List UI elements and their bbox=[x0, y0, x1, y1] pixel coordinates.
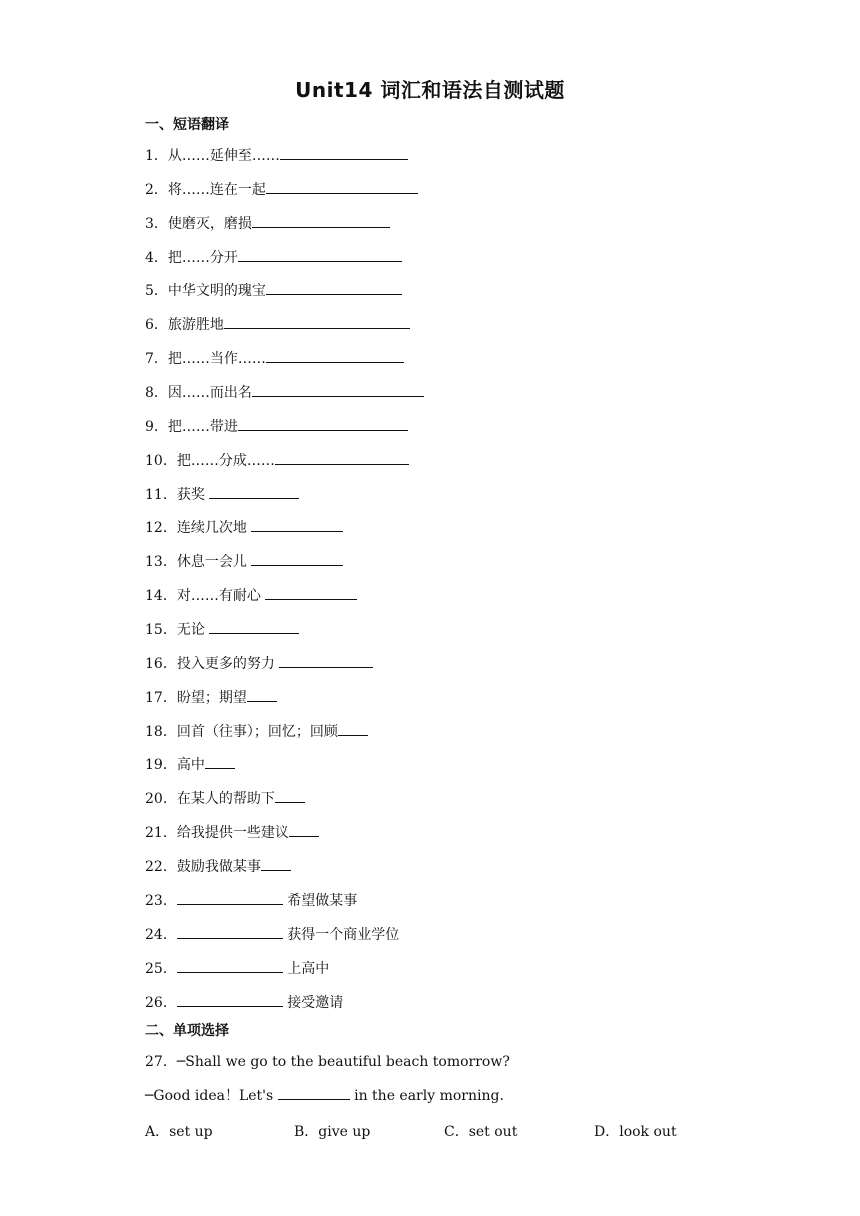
item-prompt: 旅游胜地 bbox=[167, 317, 224, 334]
translation-item bbox=[145, 892, 357, 910]
answer-blank[interactable] bbox=[289, 824, 319, 837]
answer-blank[interactable] bbox=[209, 486, 299, 499]
item-prompt: 把……当作…… bbox=[167, 351, 266, 368]
item-number: 5． bbox=[145, 283, 168, 300]
item-prompt: 把……带进 bbox=[167, 418, 238, 435]
translation-item bbox=[145, 723, 368, 741]
item-number: 7． bbox=[145, 351, 168, 368]
translation-item bbox=[145, 824, 319, 842]
item-number: 1． bbox=[145, 148, 168, 164]
answer-blank[interactable] bbox=[224, 316, 410, 329]
item-number: 15． bbox=[145, 622, 177, 639]
answer-blank[interactable] bbox=[205, 756, 235, 769]
item-number: 9． bbox=[145, 418, 168, 435]
item-number: 2． bbox=[145, 181, 168, 198]
translation-item bbox=[145, 418, 408, 436]
answer-blank[interactable] bbox=[275, 790, 305, 803]
answer-blank[interactable] bbox=[209, 621, 299, 634]
item-prompt: 获得一个商业学位 bbox=[282, 926, 400, 943]
item-number: 24． bbox=[145, 926, 177, 943]
item-number: 13． bbox=[145, 554, 177, 571]
item-number: 25． bbox=[145, 960, 177, 977]
question-27-dialog-start: ─Good idea！Let's bbox=[145, 1088, 278, 1104]
answer-blank[interactable] bbox=[177, 892, 283, 905]
item-prompt: 连续几次地 bbox=[176, 520, 252, 537]
item-number: 17． bbox=[145, 689, 177, 706]
translation-item bbox=[145, 350, 404, 368]
translation-item bbox=[145, 655, 373, 673]
answer-blank[interactable] bbox=[177, 960, 283, 973]
section-heading-choice: 二、单项选择 bbox=[145, 1023, 229, 1039]
item-prompt: 获奖 bbox=[176, 486, 210, 503]
answer-blank[interactable] bbox=[278, 1087, 350, 1100]
answer-blank[interactable] bbox=[238, 418, 408, 431]
item-prompt: 无论 bbox=[176, 622, 210, 639]
item-prompt: 把……分开 bbox=[167, 249, 238, 266]
item-prompt: 使磨灭，磨损 bbox=[167, 215, 252, 232]
item-prompt: 休息一会儿 bbox=[176, 554, 252, 571]
question-27-dialog-end: in the early morning. bbox=[349, 1088, 504, 1104]
translation-item bbox=[145, 249, 402, 267]
item-number: 19． bbox=[145, 757, 177, 774]
answer-blank[interactable] bbox=[247, 689, 277, 702]
item-prompt: 投入更多的努力 bbox=[176, 655, 280, 672]
option-c[interactable]: C．set out bbox=[444, 1124, 518, 1140]
item-number: 6． bbox=[145, 317, 168, 334]
item-number: 10． bbox=[145, 452, 177, 469]
translation-item bbox=[145, 790, 305, 808]
answer-blank[interactable] bbox=[266, 181, 418, 194]
answer-blank[interactable] bbox=[261, 858, 291, 871]
translation-item bbox=[145, 858, 291, 876]
answer-blank[interactable] bbox=[251, 553, 343, 566]
item-prompt: 接受邀请 bbox=[282, 994, 344, 1011]
translation-item bbox=[145, 689, 277, 707]
question-27-dialog bbox=[145, 1087, 504, 1105]
answer-blank[interactable] bbox=[177, 926, 283, 939]
answer-blank[interactable] bbox=[177, 994, 283, 1007]
item-prompt: 把……分成…… bbox=[176, 452, 275, 469]
translation-item bbox=[145, 452, 409, 470]
item-prompt: 中华文明的瑰宝 bbox=[167, 283, 266, 300]
answer-blank[interactable] bbox=[251, 519, 343, 532]
translation-item bbox=[145, 994, 343, 1012]
option-a[interactable]: A．set up bbox=[145, 1124, 213, 1140]
answer-blank[interactable] bbox=[338, 723, 368, 736]
item-number: 21． bbox=[145, 825, 177, 842]
translation-item bbox=[145, 215, 390, 233]
translation-item bbox=[145, 926, 399, 944]
item-number: 14． bbox=[145, 588, 177, 605]
item-number: 23． bbox=[145, 892, 177, 909]
item-number: 16． bbox=[145, 655, 177, 672]
option-d[interactable]: D．look out bbox=[594, 1124, 677, 1140]
answer-blank[interactable] bbox=[275, 452, 409, 465]
item-prompt: 在某人的帮助下 bbox=[176, 791, 275, 808]
page-title: Unit14 词汇和语法自测试题 bbox=[295, 78, 565, 102]
item-number: 3． bbox=[145, 215, 168, 232]
translation-item bbox=[145, 282, 402, 300]
item-number: 11． bbox=[145, 486, 177, 503]
item-number: 4． bbox=[145, 249, 168, 266]
translation-item bbox=[145, 384, 424, 402]
item-prompt: 盼望；期望 bbox=[176, 689, 247, 706]
translation-item bbox=[145, 587, 357, 605]
answer-blank[interactable] bbox=[238, 249, 402, 262]
answer-blank[interactable] bbox=[279, 655, 373, 668]
translation-item bbox=[145, 486, 299, 504]
translation-item bbox=[145, 147, 408, 165]
question-27-stem: 27．─Shall we go to the beautiful beach tomorrow? bbox=[145, 1054, 510, 1070]
item-prompt: 从……延伸至…… bbox=[167, 148, 280, 164]
item-prompt: 将……连在一起 bbox=[167, 181, 266, 198]
translation-item bbox=[145, 756, 235, 774]
translation-item bbox=[145, 960, 329, 978]
item-number: 8． bbox=[145, 385, 168, 402]
item-prompt: 希望做某事 bbox=[282, 892, 358, 909]
translation-item bbox=[145, 519, 343, 537]
item-prompt: 对……有耐心 bbox=[176, 588, 266, 605]
answer-blank[interactable] bbox=[252, 384, 424, 397]
answer-blank[interactable] bbox=[266, 282, 402, 295]
answer-blank[interactable] bbox=[280, 147, 408, 160]
item-number: 12． bbox=[145, 520, 177, 537]
translation-item bbox=[145, 621, 299, 639]
translation-item bbox=[145, 181, 418, 199]
item-prompt: 上高中 bbox=[282, 960, 330, 977]
item-prompt: 高中 bbox=[176, 757, 205, 774]
section-heading-translation: 一、短语翻译 bbox=[145, 117, 229, 133]
answer-blank[interactable] bbox=[252, 215, 390, 228]
item-prompt: 因……而出名 bbox=[167, 385, 252, 402]
translation-item bbox=[145, 316, 410, 334]
item-prompt: 给我提供一些建议 bbox=[176, 825, 289, 842]
translation-item bbox=[145, 553, 343, 571]
option-b[interactable]: B．give up bbox=[294, 1124, 371, 1140]
item-number: 22． bbox=[145, 859, 177, 876]
item-prompt: 回首（往事）；回忆；回顾 bbox=[176, 723, 338, 740]
answer-blank[interactable] bbox=[266, 350, 404, 363]
item-prompt: 鼓励我做某事 bbox=[176, 859, 261, 876]
answer-blank[interactable] bbox=[265, 587, 357, 600]
item-number: 18． bbox=[145, 723, 177, 740]
item-number: 26． bbox=[145, 994, 177, 1011]
item-number: 20． bbox=[145, 791, 177, 808]
